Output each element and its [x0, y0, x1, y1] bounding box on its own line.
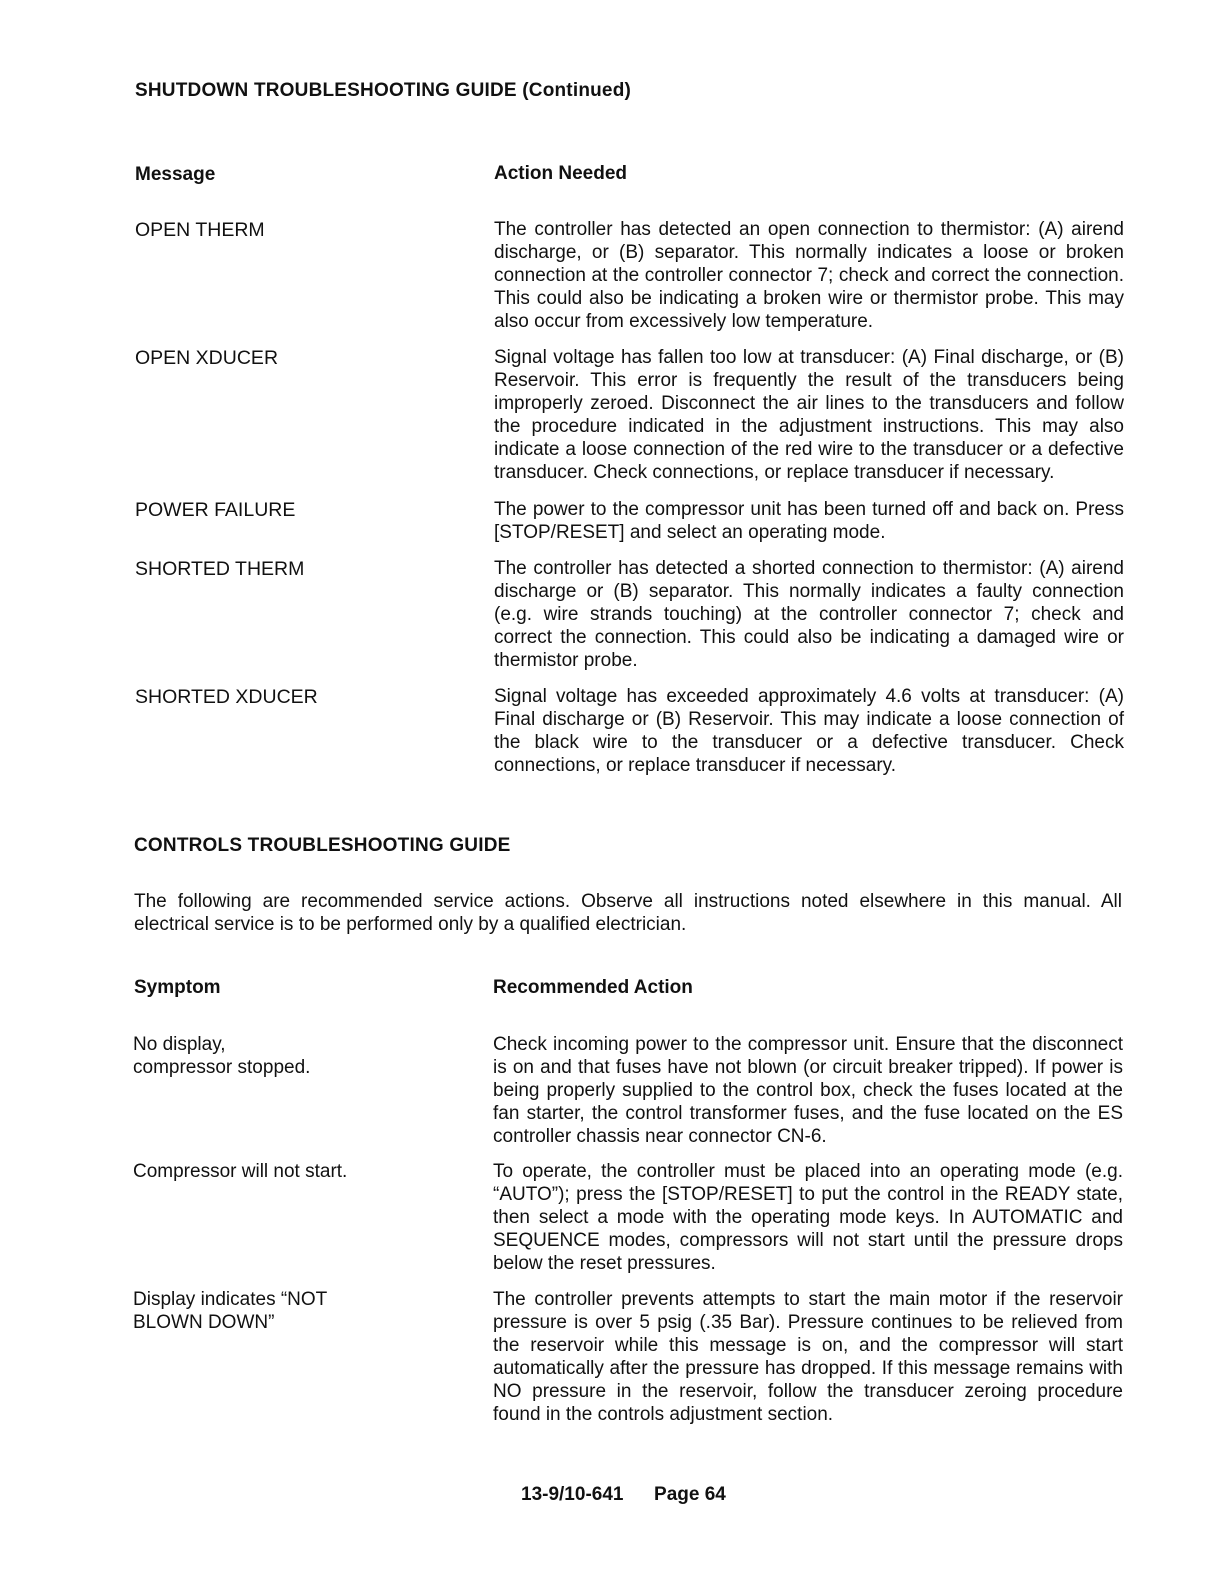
- action-not-blown-down: The controller prevents attempts to start the main motor if the reservoir pressure is over 5 psig (.35 Bar). Pressure continues to be relieved from the reservoir while this message is on, and the compressor will start automatically after the pressure has dropped. If this message remains with NO pressure in the reservoir, follow the transducer zeroing procedure found in the controls adjustment section.: [493, 1289, 1123, 1425]
- symptom-no-display: [133, 1033, 433, 1079]
- action-will-not-start: To operate, the controller must be placed into an operating mode (e.g. “AUTO”); press the [STOP/RESET] to put the control in the READY state, then select a mode with the operating mode keys. In AUTOMATIC and SEQUENCE modes, compressors will not start until the pressure drops below the reset pressures.: [493, 1161, 1123, 1274]
- recommended-action-column-header: Recommended Action: [493, 977, 693, 998]
- symptom-column-header: Symptom: [134, 977, 221, 998]
- page-footer: [521, 1484, 726, 1506]
- controls-section-title: CONTROLS TROUBLESHOOTING GUIDE: [134, 835, 511, 856]
- message-open-xducer: OPEN XDUCER: [135, 347, 279, 369]
- symptom-line: compressor stopped.: [133, 1057, 311, 1078]
- symptom-line: BLOWN DOWN”: [133, 1312, 275, 1333]
- symptom-not-blown-down: [133, 1288, 433, 1334]
- symptom-line: No display,: [133, 1034, 226, 1055]
- page-number: Page 64: [654, 1484, 726, 1505]
- shutdown-section-title: SHUTDOWN TROUBLESHOOTING GUIDE (Continued): [135, 80, 632, 101]
- controls-intro-paragraph: The following are recommended service actions. Observe all instructions noted elsewhere in this manual. All electrical service is to be performed only by a qualified electrician.: [134, 891, 1122, 935]
- message-column-header: Message: [135, 164, 216, 185]
- action-shorted-therm: The controller has detected a shorted connection to thermistor: (A) airend discharge or (B) separator. This normally indicates a faulty connection (e.g. wire strands touching) at the controller connector 7; check and correct the connection. This could also be indicating a damaged wire or thermistor probe.: [494, 558, 1124, 671]
- symptom-line: Display indicates “NOT: [133, 1289, 328, 1310]
- document-number: 13-9/10-641: [521, 1484, 624, 1505]
- action-open-therm: The controller has detected an open connection to thermistor: (A) airend discharge, or (B) separator. This normally indicates a loose or broken connection at the controller connector 7; check and correct the connection. This could also be indicating a broken wire or thermistor probe. This may also occur from excessively low temperature.: [494, 219, 1124, 332]
- symptom-will-not-start: [133, 1160, 433, 1183]
- symptom-line: Compressor will not start.: [133, 1161, 348, 1182]
- action-shorted-xducer: Signal voltage has exceeded approximately 4.6 volts at transducer: (A) Final discharge or (B) Reservoir. This may indicate a loose connection of the black wire to the transducer or a defective transducer. Check connections, or replace transducer if necessary.: [494, 686, 1124, 776]
- action-needed-column-header: Action Needed: [494, 163, 628, 184]
- message-power-failure: POWER FAILURE: [135, 499, 296, 521]
- message-shorted-therm: SHORTED THERM: [135, 558, 305, 580]
- action-power-failure: The power to the compressor unit has been turned off and back on. Press [STOP/RESET] and select an operating mode.: [494, 499, 1124, 543]
- message-shorted-xducer: SHORTED XDUCER: [135, 686, 318, 708]
- action-open-xducer: Signal voltage has fallen too low at transducer: (A) Final discharge, or (B) Reservoir. This error is frequently the result of the transducers being improperly zeroed. Disconnect the air lines to the transducers and follow the procedure indicated in the adjustment instructions. This may also indicate a loose connection of the red wire to the transducer or a defective transducer. Check connections, or replace transducer if necessary.: [494, 347, 1124, 483]
- action-no-display: Check incoming power to the compressor unit. Ensure that the disconnect is on and that fuses have not blown (or circuit breaker tripped). If power is being properly supplied to the control box, check the fuses located at the fan starter, the control transformer fuses, and the fuse located on the ES controller chassis near connector CN-6.: [493, 1034, 1123, 1147]
- message-open-therm: OPEN THERM: [135, 219, 265, 241]
